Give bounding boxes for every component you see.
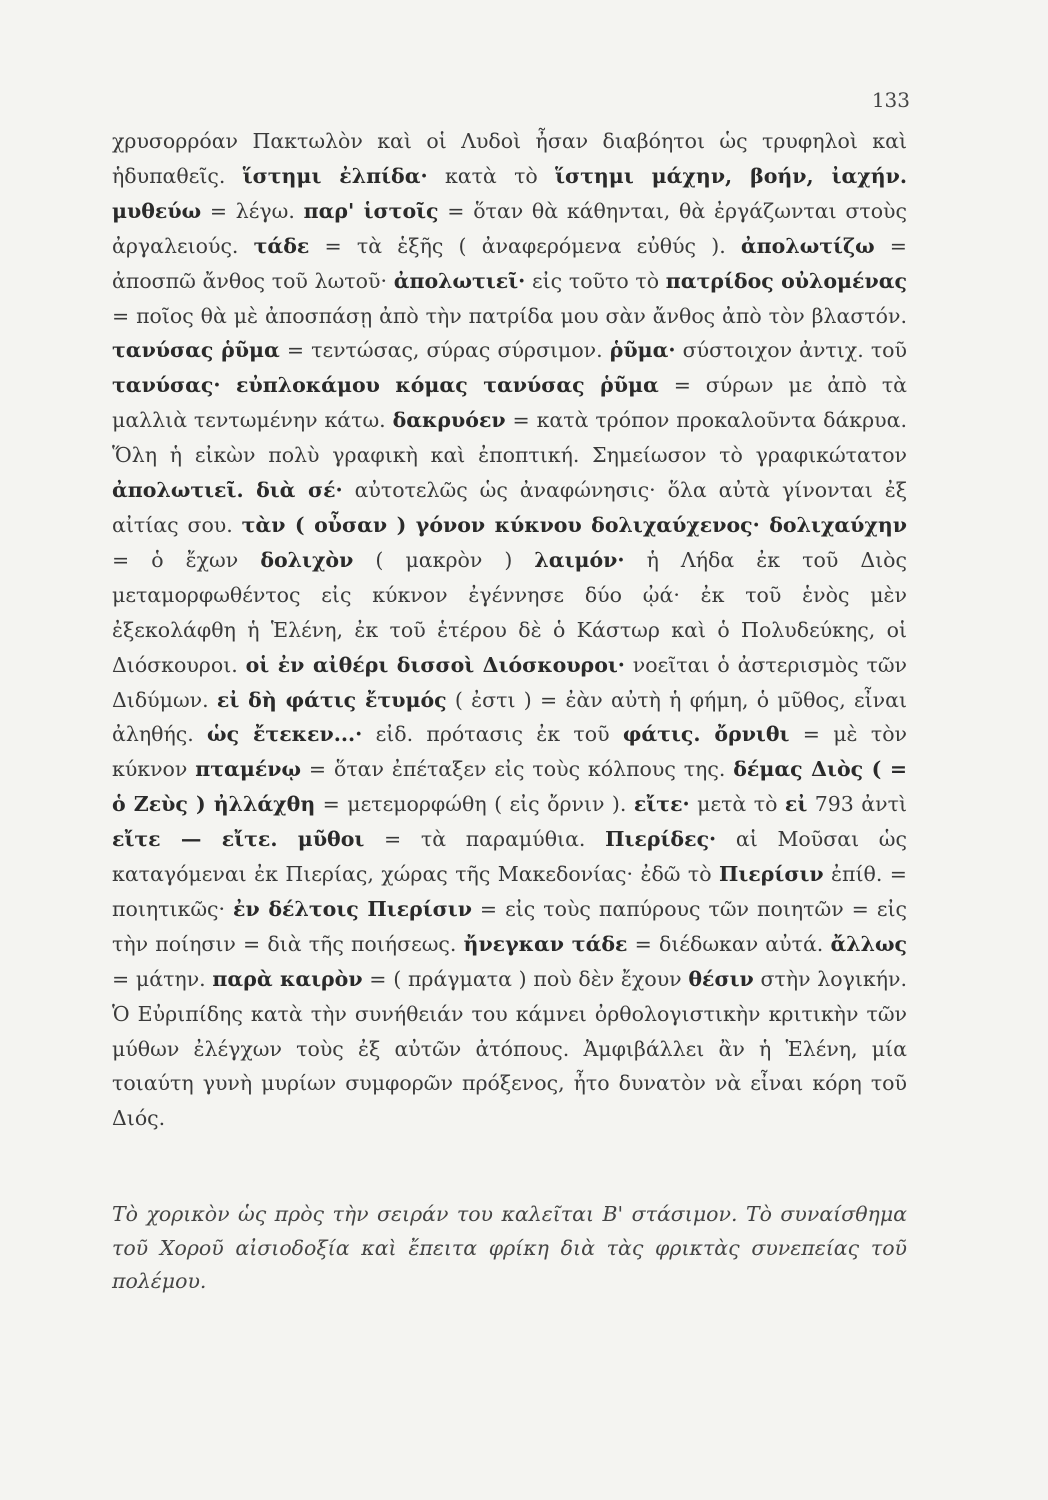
lemma-term: πταμένῳ [195, 757, 302, 782]
gloss-text: κατὰ τὸ [427, 163, 556, 188]
gloss-text: σύστοιχον ἀντιχ. τοῦ [675, 338, 907, 363]
lemma-term: ἐν δέλτοις Πιερίσιν [233, 896, 472, 921]
lemma-term: οἱ ἐν αἰθέρι δισσοὶ Διόσκουροι· [245, 652, 625, 677]
gloss-text: εἰς τοῦτο τὸ [525, 268, 666, 293]
lemma-term: Πιερίσιν [719, 862, 824, 887]
gloss-text: αἱ Μοῦσαι ὡς καταγόμεναι ἐκ Πιερίας, χώρας τῆς Μακεδονίας· ἐδῶ τὸ [112, 827, 907, 887]
gloss-text: = μὲ τὸν κύκνον [112, 722, 907, 782]
lemma-term: εἰ δὴ φάτις ἔτυμός [216, 687, 447, 712]
lemma-term: ἵστημι ἐλπίδα· [242, 163, 428, 188]
commentary-paragraph [112, 124, 907, 1136]
lemma-term: δακρυόεν [392, 408, 506, 433]
gloss-text: = ἀποσπῶ ἄνθος τοῦ λωτοῦ· [112, 233, 907, 293]
lemma-term: ὡς ἔτεκεν...· [207, 722, 363, 747]
gloss-text: χρυσορρόαν Πακτωλὸν καὶ οἱ Λυδοὶ ἦσαν διαβόητοι ὡς τρυφηλοὶ καὶ ἡδυπαθεῖς. [112, 129, 907, 188]
lemma-term: ἀπολωτίζω [740, 233, 875, 258]
gloss-text: στὴν λογικήν. Ὁ Εὐριπίδης κατὰ τὴν συνήθειάν του κάμνει ὀρθολογιστικὴν κριτικὴν τῶν μύθων ἐλέγχων τοὺς ἐξ αὐτῶν ἀτόπους. Ἀμφιβάλλει ἂν ἡ Ἑλένη, μία τοιαύτη γυνὴ μυρίων συμφορῶν πρόξενος, ἦτο δυνατὸν νὰ εἶναι κόρη τοῦ Διός. [112, 966, 908, 1131]
gloss-text: = ὅταν θὰ κάθηνται, θὰ ἐργάζωνται στοὺς ἀργαλειούς. [112, 198, 907, 258]
lemma-term: ἀπολωτιεῖ· [393, 268, 526, 293]
stasimon-note: Τὸ χορικὸν ὡς πρὸς τὴν σειράν του καλεῖται Β' στάσιμον. Τὸ συναίσθημα τοῦ Χοροῦ αἰσιοδοξία καὶ ἔπειτα φρίκη διὰ τὰς φρικτὰς συνεπείας τοῦ πολέμου. [112, 1202, 907, 1294]
lemma-term: ἵστημι μάχην, βοήν, ἰαχήν. μυθεύω [112, 163, 908, 223]
lemma-term: ἄλλως [830, 931, 907, 956]
lemma-term: ἀπολωτιεῖ. διὰ σέ· [112, 478, 343, 503]
gloss-text: = μάτην. [112, 966, 213, 991]
lemma-term: τανύσας ῥῦμα [112, 338, 280, 363]
lemma-term: ῥῦμα· [609, 338, 676, 363]
gloss-text: = τὰ ἑξῆς ( ἀναφερόμενα εὐθύς ). [309, 233, 741, 258]
gloss-text: = τὰ παραμύθια. [364, 827, 606, 852]
gloss-text: = τεντώσας, σύρας σύρσιμον. [279, 338, 610, 363]
gloss-text: ( μακρὸν ) [353, 547, 535, 572]
gloss-text: = διέδωκαν αὐτά. [627, 931, 831, 956]
gloss-text: = εἰς τοὺς παπύρους τῶν ποιητῶν = εἰς τὴν ποίησιν = διὰ τῆς ποιήσεως. [112, 896, 907, 956]
gloss-text: = κατὰ τρόπον προκαλοῦντα δάκρυα. Ὅλη ἡ εἰκὼν πολὺ γραφικὴ καὶ ἐποπτική. Σημείωσον τὸ γραφικώτατον [112, 408, 907, 468]
gloss-text: εἰδ. πρότασις ἐκ τοῦ [362, 722, 623, 747]
lemma-term: θέσιν [688, 966, 754, 991]
lemma-term: εἰ [784, 792, 808, 817]
lemma-term: τὰν ( οὖσαν ) γόνον κύκνου δολιχαύχενος· δολιχαύχην [241, 512, 907, 537]
page-number: 133 [871, 88, 910, 112]
gloss-text: 793 ἀντὶ [807, 792, 907, 817]
gloss-text: = μετεμορφώθη ( εἰς ὄρνιν ). [315, 792, 634, 817]
lemma-term: φάτις. ὄρνιθι [622, 722, 790, 747]
gloss-text: = ὁ ἔχων [112, 547, 261, 572]
gloss-text: αὐτοτελῶς ὡς ἀναφώνησις· ὅλα αὐτὰ γίνονται ἐξ αἰτίας σου. [112, 478, 907, 537]
lemma-term: δέμας Διὸς ( = ὁ Ζεὺς ) ἠλλάχθη [112, 757, 908, 817]
gloss-text: = ὅταν ἐπέταξεν εἰς τοὺς κόλπους της. [301, 757, 734, 782]
lemma-term: παρὰ καιρὸν [212, 966, 363, 991]
lemma-term: εἴτε· [633, 792, 690, 817]
gloss-text: ἐπίθ. = ποιητικῶς· [112, 862, 907, 921]
gloss-text: ( ἐστι ) = ἐὰν αὐτὴ ἡ φήμη, ὁ μῦθος, εἶναι ἀληθής. [112, 687, 908, 747]
gloss-text: = λέγω. [201, 198, 304, 223]
gloss-text: = ποῖος θὰ μὲ ἀποσπάσῃ ἀπὸ τὴν πατρίδα μου σὰν ἄνθος ἀπὸ τὸν βλαστόν. [112, 303, 907, 328]
lemma-term: πατρίδος οὐλομένας [665, 268, 907, 293]
lemma-term: εἴτε — εἴτε. μῦθοι [112, 827, 365, 852]
lemma-term: ἤνεγκαν τάδε [463, 931, 628, 956]
lemma-term: λαιμόν· [534, 547, 625, 572]
gloss-text: μετὰ τὸ [689, 792, 785, 817]
lemma-term: τανύσας· εὐπλοκάμου κόμας τανύσας ῥῦμα [112, 373, 659, 398]
lemma-term: παρ' ἱστοῖς [303, 198, 439, 223]
gloss-text: = ( πράγματα ) ποὺ δὲν ἔχουν [362, 966, 689, 991]
lemma-term: δολιχὸν [260, 547, 354, 572]
gloss-text: νοεῖται ὁ ἀστερισμὸς τῶν Διδύμων. [112, 652, 907, 712]
lemma-term: Πιερίδες· [605, 827, 717, 852]
lemma-term: τάδε [253, 233, 310, 258]
gloss-text: ἡ Λήδα ἐκ τοῦ Διὸς μεταμορφωθέντος εἰς κύκνον ἐγέννησε δύο ᾠά· ἐκ τοῦ ἑνὸς μὲν ἐξεκολάφθη ἡ Ἑλένη, ἐκ τοῦ ἑτέρου δὲ ὁ Κάστωρ καὶ ὁ Πολυδεύκης, οἱ Διόσκουροι. [112, 547, 908, 677]
gloss-text: = σύρων με ἀπὸ τὰ μαλλιὰ τεντωμένην κάτω. [112, 373, 908, 433]
